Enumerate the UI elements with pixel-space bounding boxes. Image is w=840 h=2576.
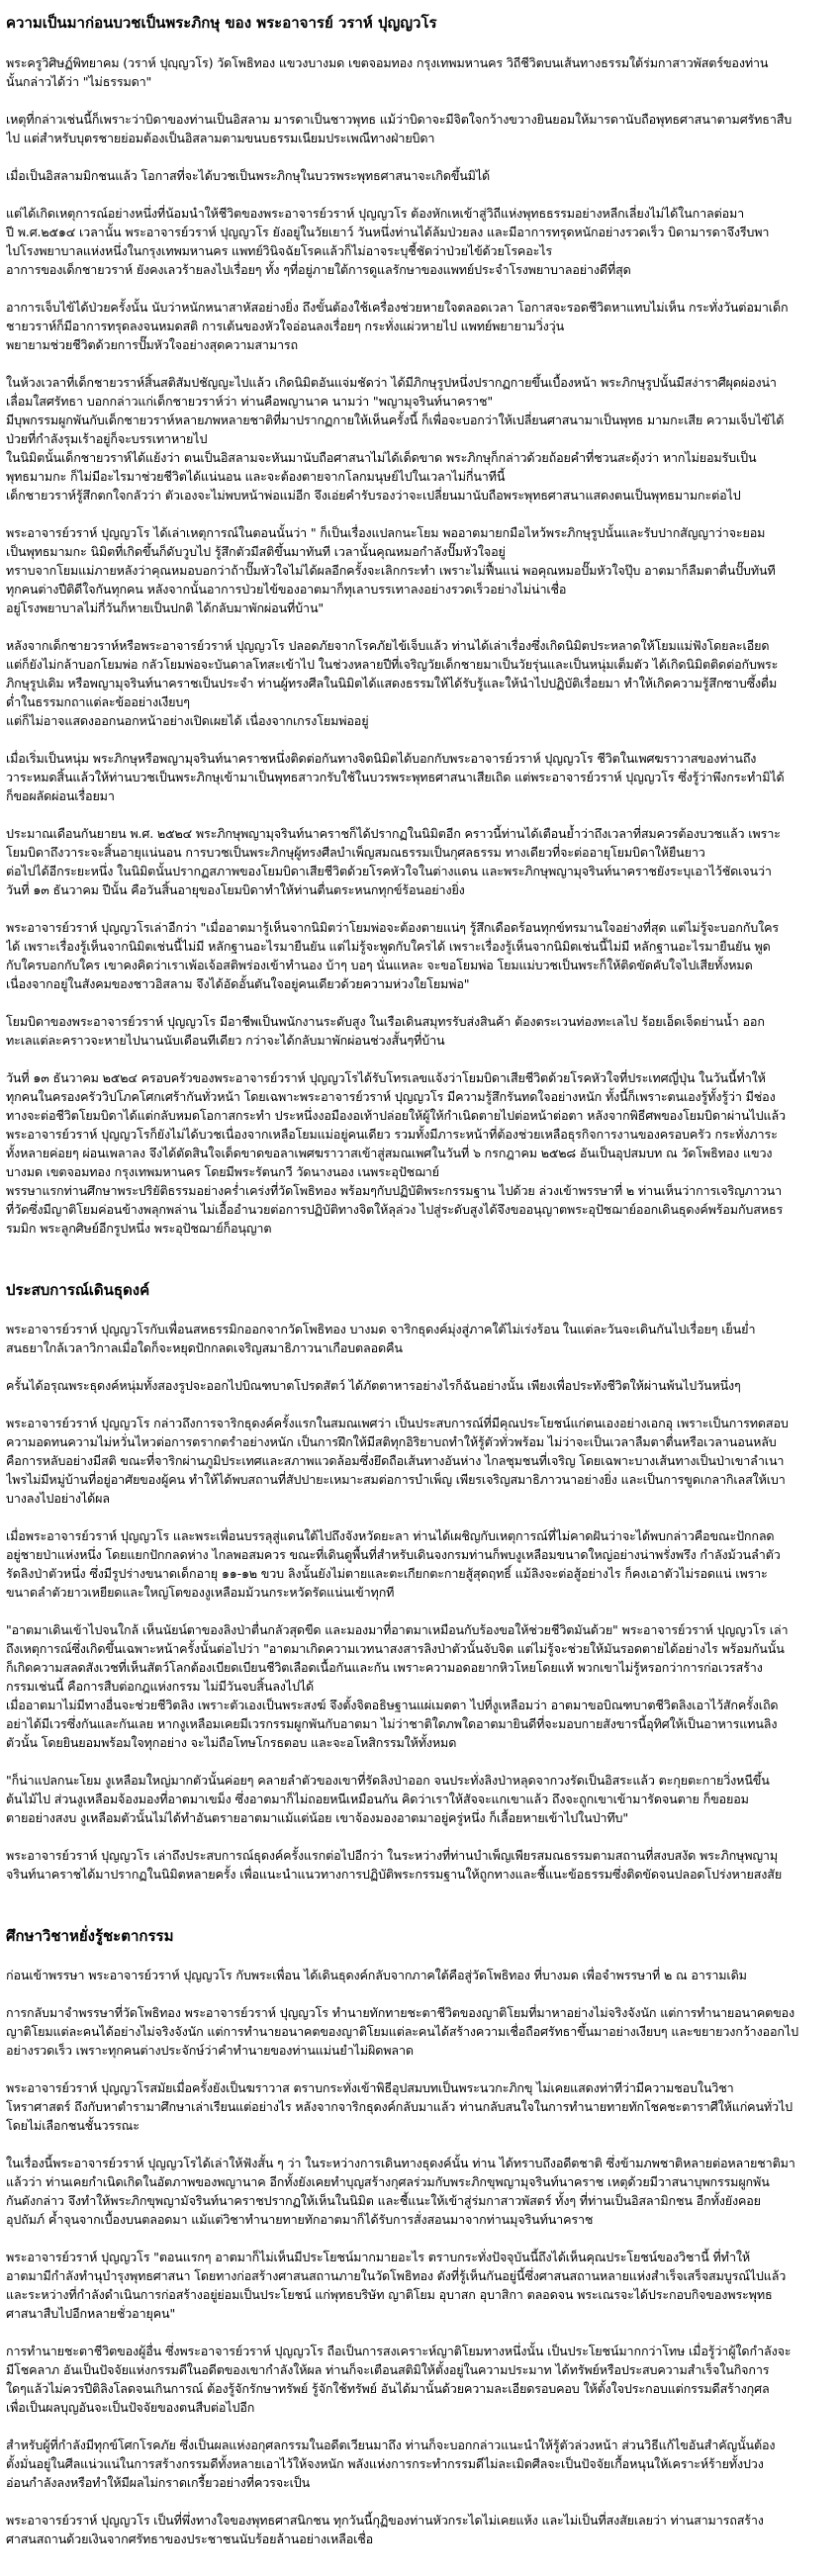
text-line: เนื่องจากอยู่ในสังคมของชาวอิสลาม จึงได้อัดอั้นตันใจอยู่คนเดียวด้วยความห่วงใยโยมพ่อ"	[6, 976, 470, 991]
text-line: อ่อนกำลังลงหรือทำให้มีผลไม่กราดเกรี้ยวอย่างที่ควรจะเป็น	[6, 2475, 311, 2490]
text-line: อุปถัมภ์ ค้ำจุนจากเบื้องบนตลอดมา แม้แต่วิชาทำนายทายทักอาตมาก็ได้รับการสั่งสอนมาจากท่านมุจรินท์นาคราช	[6, 2212, 594, 2227]
text-line: พระอาจารย์วราห์ ปุญญวโร กล่าวถึงการจาริกธุดงค์ครั้งแรกในสมณเพศว่า เป็นประสบการณ์ที่มีคุณประโยชน์แก่ตนเองอย่างเอกอุ เพราะเป็นการทดสอบ	[6, 1416, 789, 1430]
text-line: พระอาจารย์วราห์ ปุญญวโรก็ยังไม่ได้บวชเนื่องจากเหลือโยมแม่อยู่คนเดียว รวมทั้งมีภาระหน้าที่ต้องช่วยเหลือธุรกิจการงานของครอบครัว กระทั่งภาระ	[6, 1127, 778, 1142]
paragraph	[6, 373, 834, 505]
text-line: เป็นพุทธมามกะ นิมิตที่เกิดขึ้นก็ดับวูบไป รู้สึกตัวมีสติขึ้นมาทันที เวลานั้นคุณหมอกำลังปั๊มหัวใจอยู่	[6, 544, 506, 559]
paragraph	[6, 2154, 834, 2229]
text-line: บางลงไปอย่างได้ผล	[6, 1491, 110, 1506]
text-line: ถึงเหตุการณ์ซึ่งเกิดขึ้นเฉพาะหน้าครั้งนั้นต่อไปว่า "อาตมาเกิดความเวทนาสงสารลิงป่าตัวนั้นจับจิต แต่ไม่รู้จะช่วยให้มันรอดตายได้อย่างไร พร้อมกันนั้น	[6, 1641, 785, 1656]
text-line: "อาตมาเดินเข้าไปจนใกล้ เห็นนัยน์ตาของลิงป่าตื่นกลัวสุดขีด และมองมาที่อาตมาเหมือนกับร้องขอให้ช่วยชีวิตมันด้วย" พระอาจารย์วราห์ ปุญญวโร เล่า	[6, 1622, 789, 1637]
text-line: ตัวนั้น โดยยินยอมพร้อมใจทุกอย่าง จะไม่ถือโทษโกรธตอบ และจะอโหสิกรรมให้ทั้งหมด	[6, 1735, 457, 1750]
paragraph	[6, 2511, 834, 2548]
paragraph	[6, 110, 834, 147]
article-section	[6, 1279, 834, 1884]
paragraph	[6, 1068, 834, 1238]
text-line: ประมาณเดือนกันยายน พ.ศ. ๒๕๒๔ พระภิกษุพญามุจรินท์นาคราชก็ได้ปรากฏในนิมิตอีก คราวนี้ท่านได้เตือนย้ำว่าถึงเวลาที่สมควรต้องบวชแล้ว เพราะ	[6, 826, 781, 841]
paragraph	[6, 204, 834, 279]
article-body	[6, 53, 834, 2548]
text-line: วาระหมดสิ้นแล้วให้ท่านบวชเป็นพระภิกษุเข้ามาเป็นพุทธสาวกรับใช้ในบวรพระพุทธศาสนาเสียเถิด แต่พระอาจารย์วราห์ ปุญญวโร ซึ่งรู้ว่าพึงกระทำมิได้	[6, 770, 785, 784]
text-line: ปี พ.ศ.๒๕๑๔ เวลานั้น พระอาจารย์วราห์ ปุญญวโร ยังอยู่ในวัยเยาว์ วันหนึ่งท่านได้ล้มป่วยลง และมีอาการทรุดหนักอย่างรวดเร็ว บิดามารดาจึงรีบพา	[6, 225, 770, 239]
text-line: วันที่ ๑๓ ธันวาคม ๒๕๒๔ ครอบครัวของพระอาจารย์วราห์ ปุญญวโรได้รับโทรเลขแจ้งว่าโยมบิดาเสียชีวิตด้วยโรคหัวใจที่ประเทศญี่ปุ่น ในวันนี้ทำให้	[6, 1070, 766, 1085]
text-line: ป่วยที่กำลังรุมเร้าอยู่ก็จะบรรเทาหายไป	[6, 431, 208, 446]
paragraph	[6, 824, 834, 899]
text-line: ไปโรงพยาบาลแห่งหนึ่งในกรุงเทพมหานคร แพทย์วินิจฉัยโรคแล้วก็ไม่อาจระบุชี้ชัดว่าป่วยไข้ด้วยโรคอะไร	[6, 243, 553, 258]
paragraph	[6, 918, 834, 993]
paragraph	[6, 1771, 834, 1827]
text-line: โดยไม่เลือกชนชั้นวรรณะ	[6, 2118, 140, 2133]
text-line: เหตุที่กล่าวเช่นนี้ก็เพราะว่าบิดาของท่านเป็นอิสลาม มารดาเป็นชาวพุทธ แม้ว่าบิดาจะมีจิตใจกว้างขวางยินยอมให้มารดานับถือพุทธศาสนาตามศรัทธาสืบ	[6, 112, 793, 127]
paragraph	[6, 1966, 834, 1984]
paragraph	[6, 523, 834, 617]
text-line: โยมบิดาของพระอาจารย์วราห์ ปุญญวโร มีอาชีพเป็นพนักงานระดับสูง ในเรือเดินสมุทรรับส่งสินค้า ต้องตระเวนท่องทะเลไป ร้อยเอ็ดเจ็ดย่านน้ำ ออก	[6, 1014, 765, 1029]
text-line: มีโชคลาภ อันเป็นปัจจัยแห่งกรรมดีในอดีตของเขากำลังให้ผล ท่านก็จะเตือนสติมิให้ตั้งอยู่ในความประมาท ได้ทรัพย์หรือประสบความสำเร็จในกิจการ	[6, 2362, 770, 2377]
text-line: คือการหลับอย่างมีสติ ขณะที่จาริกผ่านภูมิประเทศและสภาพแวดล้อมซึ่งยึดถือเส้นทางอันห่าง ไกลชุมชนที่เจริญ โดยเฉพาะบางเส้นทางเป็นป่าเขาลำเนา	[6, 1453, 785, 1468]
text-line: แต่ได้เกิดเหตุการณ์อย่างหนึ่งที่น้อมนำให้ชีวิตของพระอาจารย์วราห์ ปุญญวโร ต้องหักเหเข้าสู่วิถีแห่งพุทธธรรมอย่างหลีกเลี่ยงไม่ได้ในกาลต่อมา	[6, 206, 745, 221]
text-line: พุทธมามกะ ก็ไม่มีอะไรมาช่วยชีวิตได้แน่นอน และจะต้องตายจากโลกมนุษย์ไปในเวลาไม่กี่นาทีนี้	[6, 469, 506, 484]
paragraph	[6, 298, 834, 354]
text-line: ภิกษุรูปเดิม หรือพญามุจรินท์นาคราชเป็นประจำ ท่านผู้ทรงศีลในนิมิตได้แสดงธรรมให้ได้รับรู้และให้นำไปปฏิบัติเรื่อยมา ทำให้เกิดความรู้สึกซาบซึ้งดื่ม	[6, 676, 778, 690]
text-line: การทำนายชะตาชีวิตของผู้อื่น ซึ่งพระอาจารย์วราห์ ปุญญวโร ถือเป็นการสงเคราะห์ญาติโยมทางหนึ่งนั้น เป็นประโยชน์มากกว่าโทษ เมื่อรู้ว่าผู้ใดกำลังจะ	[6, 2344, 792, 2358]
paragraph	[6, 2003, 834, 2060]
text-line: ญาติโยมแต่ละคนได้อย่างไม่จริงจังนัก แต่การทำนายอนาคตของญาติโยมแต่ละคนได้สร้างความเชื่อถือศรัทธาขึ้นมาอย่างเงียบๆ และขยายวงกว้างออกไป	[6, 2024, 798, 2039]
text-line: ในนิมิตนั้นเด็กชายวราห์ได้แย้งว่า ตนเป็นอิสลามจะหันมานับถือศาสนาไม่ได้เด็ดขาด พระภิกษุก็กล่าวด้วยถ้อยคำที่ชวนสะดุ้งว่า หากไม่ยอมรับเป็น	[6, 450, 757, 465]
text-line: อย่าได้มีเวรซึ่งกันและกันเลย หากงูเหลือมเคยมีเวรกรรมผูกพันกับอาตมา ไม่ว่าชาติใดภพใดอาตมายินดีที่จะมอบกายสังขารนี้อุทิศให้เป็นอาหารแทนลิง	[6, 1716, 778, 1731]
text-line: ทะเลแต่ละคราวจะหายไปนานนับเดือนทีเดียว กว่าจะได้กลับมาพักผ่อนช่วงสั้นๆที่บ้าน	[6, 1033, 445, 1048]
paragraph	[6, 2078, 834, 2135]
section-heading: ศึกษาวิชาหยั่งรู้ชะตากรรม	[6, 1927, 174, 1945]
paragraph	[6, 2248, 834, 2323]
text-line: อยู่ชายป่าแห่งหนึ่ง โดยแยกปักกลดห่าง ไกลพอสมควร ขณะที่เดินดูพื้นที่สำหรับเดินจงกรมท่านก็พบงูเหลือมขนาดใหญ่อย่างน่าพรั่งพรึง กำลังม้วนลำตัว	[6, 1547, 781, 1562]
paragraph	[6, 166, 834, 185]
text-line: พรรษาแรกท่านศึกษาพระปริยัติธรรมอย่างคร่ำเคร่งที่วัดโพธิทอง พร้อมๆกับปฏิบัติพระกรรมฐาน ไปด้วย ล่วงเข้าพรรษาที่ ๒ ท่านเห็นว่าการเจริญภาวนา	[6, 1183, 783, 1198]
text-line: และระหว่างที่กำลังดำเนินการก่อสร้างอยู่ย่อมเป็นประโยชน์ แก่พุทธบริษัท ญาติโยม อุบาสก อุบาสิกา ตลอดจน พระเณรจะได้ประกอบกิจของพระพุทธ	[6, 2287, 773, 2302]
paragraph	[6, 1414, 834, 1508]
text-line: ก็เกิดความสลดสังเวชที่เห็นสัตว์โลกต้องเบียดเบียนชีวิตเลือดเนื้อกันและกัน เพราะความอดอยากหิวโหยโดยแท้ พวกเขาไม่รู้หรอกว่าการก่อเวรสร้าง	[6, 1660, 763, 1675]
text-line: ทราบจากโยมแม่ภายหลังว่าคุณหมอบอกว่าถ้าปั๊มหัวใจไม่ได้ผลอีกครั้งจะเลิกกระทำ เพราะไม่ฟื้นแน่ พอคุณหมอปั๊มหัวใจปุ๊บ อาตมาก็ลืมตาตื่นปั๊บทันที	[6, 563, 776, 578]
text-line: บางมด เขตจอมทอง กรุงเทพมหานคร โดยมีพระรัตนกวี วัดนางนอง เนพระอุปัชฌาย์	[6, 1164, 439, 1179]
text-line: ก็ขอผลัดผ่อนเรื่อยมา	[6, 788, 115, 803]
text-line: ตั้งมั่นอยู่ในศีลแน่วแน่ในการสร้างกรรมดีทั้งหลายเอาไว้ให้จงหนัก พลังแห่งการกระทำกรรมดีไม่ละเมิดศีลจะเป็นปัจจัยเกื้อหนุนให้เคราะห์ร้ายทั้งปวง	[6, 2456, 764, 2471]
paragraph	[6, 1320, 834, 1357]
text-line: โหราศาสตร์ ถึงกับหาตำรามาศึกษาเล่าเรียนแต่อย่างไร หลังจากจาริกธุดงค์กลับมาแล้ว ท่านกลับสนใจในการทำนายทายทักโชคชะตาราศีให้แก่คนทั่วไป	[6, 2099, 793, 2114]
text-line: จรินท์นาคราชได้มาปรากฏในนิมิตหลายครั้ง เพื่อแนะนำแนวทางการปฏิบัติพระกรรมฐานให้ถูกทางและชี้แนะข้อธรรมซึ่งติดขัดจนปลอดโปร่งหายสงสัย	[6, 1867, 783, 1882]
text-line: สำหรับผู้ที่กำลังมีทุกข์โศกโรคภัย ซึ่งเป็นผลแห่งอกุศลกรรมในอดีตเวียนมาถึง ท่านก็จะบอกกล่าวแนะนำให้รู้ตัวล่วงหน้า ส่วนวิธีแก้ไขอันสำคัญนั้นต้อง	[6, 2438, 776, 2452]
paragraph	[6, 749, 834, 805]
text-line: ทุกคนในครองครัววิปโภคโศกเศร้ากันทั่วหน้า โดยเฉพาะพระอาจารย์วราห์ ปุญญวโร มีความรู้สึกรันทดใจอย่างหนัก ทั้งนี้ก็เพราะตนเองรู้ทั้งรู้ว่า มีช่อง	[6, 1089, 776, 1104]
text-line: อย่างรวดเร็ว เพราะทุกคนต่างประจักษ์ว่าคำทำนายของท่านแม่นยำไม่ผิดพลาด	[6, 2043, 414, 2058]
text-line: อาการเจ็บไข้ได้ป่วยครั้งนั้น นับว่าหนักหนาสาหัสอย่างยิ่ง ถึงขั้นต้องใช้เครื่องช่วยหายใจตลอดเวลา โอกาสจะรอดชีวิตหาแทบไม่เห็น กระทั่งวันต่อมาเด็ก	[6, 300, 789, 315]
text-line: พระอาจารย์วราห์ ปุญญวโรเล่าอีกว่า "เมื่ออาตมารู้เห็นจากนิมิตว่าโยมพ่อจะต้องตายแน่ๆ รู้สึกเดือดร้อนทุกข์ทรมานใจอย่างที่สุด แต่ไม่รู้จะบอกกับใคร	[6, 920, 779, 935]
text-line: เมื่อเริ่มเป็นหนุ่ม พระภิกษุหรือพญามุจรินท์นาคราชหนึ่งติดต่อกันทางจิตนิมิตได้บอกกับพระอาจารย์วราห์ ปุญญวโร ชีวิตในเพศฆราวาสของท่านถึง	[6, 751, 757, 766]
text-line: อาการของเด็กชายวราห์ ยังคงเลวร้ายลงไปเรื่อยๆ ทั้ง ๆที่อยู่ภายใต้การดูแลรักษาของแพทย์ประจำโรงพยาบาลอย่างดีที่สุด	[6, 262, 631, 277]
text-line: เลื่อมใสศรัทธา บอกกล่าวแก่เด็กชายวราห์ว่า ท่านคือพญานาค นามว่า "พญามุจรินท์นาคราช"	[6, 394, 494, 409]
paragraph	[6, 1526, 834, 1602]
section-heading: ประสบการณ์เดินธุดงค์	[6, 1281, 150, 1299]
text-line: เพื่อเป็นผลบุญอันจะเป็นปัจจัยของตนสืบต่อไปอีก	[6, 2400, 255, 2415]
text-line: พระอาจารย์วราห์ ปุญญวโร ได้เล่าเหตุการณ์ในตอนนั้นว่า " ก็เป็นเรื่องแปลกนะโยม พออาตมายกมือไหว้พระภิกษุรูปนั้นและรับปากสัญญาว่าจะยอม	[6, 525, 766, 540]
text-line: ต้นไม้ไป ส่วนงูเหลือมจ้องมองที่อาตมาเขม็ง ซึ่งอาตมาก็ไม่ถอยหนีเหมือนกัน คิดว่าเราให้สัจจะแกเขาแล้ว ถึงจะถูกเขาเข้ามารัดจนตาย ก็ขอยอม	[6, 1792, 749, 1806]
text-line: ในห้วงเวลาที่เด็กชายวราห์สิ้นสติสัมปชัญญะไปแล้ว เกิดนิมิตอันแจ่มชัดว่า ได้มีภิกษุรูปหนึ่งปรากฏกายขึ้นเบื้องหน้า พระภิกษุรูปนั้นมีสง่าราศีผุดผ่องน่า	[6, 375, 777, 390]
text-line: ครั้นได้อรุณพระธุดงค์หนุ่มทั้งสองรูปจะออกไปบิณฑบาตโปรดสัตว์ ได้ภัตตาหารอย่างไรก็ฉันอย่างนั้น เพียงเพื่อประทังชีวิตให้ผ่านพ้นไปวันหนึ่งๆ	[6, 1378, 741, 1393]
text-line: กับใครบอกกับใคร เขาคงคิดว่าเราเพ้อเจ้อสติพร่องเข้าทำนอง บ้าๆ บอๆ นั่นแหละ จะขอโยมพ่อ โยมแม่บวชเป็นพระก็ให้ติดขัดคับใจไปเสียทั้งหมด	[6, 958, 753, 972]
text-line: ที่วัดซึ่งมีญาติโยมค่อนข้างพลุกพล่าน ไม่เอื้ออำนวยต่อการปฏิบัติทางจิตให้ลุล่วง ไปสู่ระดับสูงได้จึงขออนุญาตพระอุปัชฌาย์ออกเดินธุดงค์พร้อมกับสหธร	[6, 1202, 784, 1217]
text-line: นั้นกล่าวได้ว่า "ไม่ธรรมดา"	[6, 74, 152, 89]
text-line: พระอาจารย์วราห์ ปุญญวโร เล่าถึงประสบการณ์ธุดงค์ครั้งแรกต่อไปอีกว่า ในระหว่างที่ท่านบำเพ็ญเพียรสมณธรรมตามสถานที่สงบสงัด พระภิกษุพญามุ	[6, 1848, 778, 1863]
text-line: พระอาจารย์วราห์ ปุญญวโร "ตอนแรกๆ อาตมาก็ไม่เห็นมีประโยชน์มากมายอะไร ตราบกระทั่งปัจจุบันนี้ถึงได้เห็นคุณประโยชน์ของวิชานี้ ที่ทำให้	[6, 2250, 751, 2264]
text-line: แต่ก็ยังไม่กล้าบอกโยมพ่อ กลัวโยมพ่อจะบันดาลโทสะเข้าไป ในช่วงหลายปีที่เจริญวัยเด็กชายมาเป็นวัยรุ่นและเป็นหนุ่มเต็มตัว ได้เกิดนิมิตติดต่อกับพระ	[6, 657, 779, 672]
text-line: ความอดทนความไม่หวั่นไหวต่อการตรากตรำอย่างหนัก เป็นการฝึกให้มีสติทุกอิริยาบถทำให้รู้ตัวทั่วพร้อม ไม่ว่าจะเป็นเวลาลืมตาตื่นหรือเวลานอนหลับ	[6, 1434, 777, 1449]
text-line: ใดๆแล้วไม่ควรปีติลิงโลดจนเกินการณ์ ต้องรู้จักรักษาทรัพย์ รู้จักใช้ทรัพย์ อันได้มานั้นด้วยความละเอียดรอบคอบ ให้ตั้งใจประกอบแต่กรรมดีสร้างกุศล	[6, 2381, 770, 2396]
paragraph	[6, 1846, 834, 1884]
text-line: ศาสนาสืบไปอีกหลายชั่วอายุคน"	[6, 2306, 176, 2321]
text-line: ชายวราห์ก็มีอาการทรุดลงจนหมดสติ การเต้นของหัวใจอ่อนลงเรื่อยๆ กระทั่งแผ่วหายไป แพทย์พยายามวิ่งวุ่น	[6, 319, 565, 333]
text-line: กันดังกล่าว จึงทำให้พระภิกขุพญามัจรินท์นาคราชปรากฏให้เห็นในนิมิต และชี้แนะให้เข้าสู่ร่มกาสาวพัสตร์ ทั้งๆ ที่ท่านเป็นอิสลามิกชน อีกทั้งยังคอย	[6, 2193, 761, 2208]
text-line: โยมบิดาถึงวาระจะสิ้นอายุแน่นอน การบวชเป็นพระภิกษุผู้ทรงศีลบำเพ็ญสมณธรรมเป็นกุศลธรรม ทางเดียวที่จะต่ออายุโยมบิดาให้ยืนยาว	[6, 845, 705, 860]
text-line: พยายามช่วยชีวิตด้วยการปั๊มหัวใจอย่างสุดความสามารถ	[6, 337, 299, 352]
text-line: รมมิก พระลูกศิษย์อีกรูปหนึ่ง พระอุปัชฌาย์ก็อนุญาต	[6, 1221, 272, 1236]
text-line: วันที่ ๑๓ ธันวาคม ปีนั้น คือวันสิ้นอายุของโยมบิดาทำให้ท่านตื่นตระหนกทุกข์ร้อนอย่างยิ่ง	[6, 882, 465, 897]
text-line: การกลับมาจำพรรษาที่วัดโพธิทอง พระอาจารย์วราห์ ปุญญวโร ทำนายทักทายชะตาชีวิตของญาติโยมที่มาหาอย่างไม่จริงจังนัก แต่การทำนายอนาคตของ	[6, 2005, 795, 2020]
text-line: ขนาดลำตัวยาวเหยียดและใหญ่โตของงูเหลือมม้วนกระหวัดรัดแน่นเข้าทุกที	[6, 1585, 395, 1600]
text-line: ตายอย่างสงบ งูเหลือมตัวนั้นไม่ได้ทำอันตรายอาตมาแม้แต่น้อย เขาจ้องมองอาตมาอยู่ครู่หนึ่ง ก็เลื้อยหายเข้าไปในป่าทึบ"	[6, 1810, 628, 1825]
text-line: ไป แต่สำหรับบุตรชายย่อมต้องเป็นอิสลามตามขนบธรรมเนียมประเพณีทางฝ่ายบิดา	[6, 131, 435, 145]
text-line: เมื่อพระอาจารย์วราห์ ปุญญวโร และพระเพื่อนบรรลุสู่แดนใต้ไปถึงจังหวัดยะลา ท่านได้เผชิญกับเหตุการณ์ที่ไม่คาดฝันว่าจะได้พบกล่าวคือขณะปักกลด	[6, 1528, 775, 1543]
paragraph	[6, 2342, 834, 2417]
text-line: รัดลิงป่าตัวหนึ่ง ซึ่งมีรูปร่างขนาดเด็กอายุ ๑๑-๑๒ ขวบ ลิงนั้นยังไม่ตายและตะเกียกตะกายสู้สุดฤทธิ์ แม้ลิงจะต่อสู้อย่างไร ก็คงเอาตัวไม่รอดแน่ เพราะ	[6, 1566, 768, 1581]
paragraph	[6, 2436, 834, 2492]
text-line: เมื่อเป็นอิสลามมิกชนแล้ว โอกาสที่จะได้บวชเป็นพระภิกษุในบวรพระพุทธศาสนาจะเกิดขึ้นมิได้	[6, 168, 491, 183]
text-line: "ก็น่าแปลกนะโยม งูเหลือมใหญ่มากตัวนั้นค่อยๆ คลายลำตัวของเขาที่รัดลิงป่าออก จนประทั่งลิงป่าหลุดจากวงรัดเป็นอิสระแล้ว ตะกุยตะกายวิ่งหนีขึ้น	[6, 1773, 770, 1788]
text-line: มีบุพกรรมผูกพันกับเด็กชายวราห์หลายภพหลายชาติที่มาปรากฏกายให้เห็นครั้งนี้ ก็เพื่อจะบอกว่าให้เปลี่ยนศาสนามาเป็นพุทธ มามกะเสีย ความเจ็บไข้ได้	[6, 413, 785, 427]
text-line: ทุกคนต่างปีติดีใจกันทุกคน หลังจากนั้นอาการป่วยไข้ของอาตมาก็ทุเลาบรรเทาลงอย่างรวดเร็วอย่างไม่น่าเชื่อ	[6, 582, 567, 597]
text-line: ก่อนเข้าพรรษา พระอาจารย์วราห์ ปุญญวโร กับพระเพื่อน ได้เดินธุดงค์กลับจากภาคใต้คือสู่วัดโพธิทอง ที่บางมด เพื่อจำพรรษาที่ ๒ ณ อารามเดิม	[6, 1968, 747, 1982]
text-line: พระครูวิศิษฏ์พิทยาคม (วราห์ ปุญฺญวโร) วัดโพธิทอง แขวงบางมด เขตจอมทอง กรุงเทพมหานคร วิถีชีวิตบนเส้นทางธรรมใต้ร่มกาสาวพัสตร์ของท่าน	[6, 55, 769, 70]
text-line: ต่อไปได้อีกระยะหนึ่ง ในนิมิตนั้นปรากฏสภาพของโยมบิดาเสียชีวิตด้วยโรคหัวใจในต่างแดน และพระภิกษุพญามุจรินท์นาคราชยังระบุเอาไว้ชัดเจนว่า	[6, 864, 772, 878]
text-line: ด่ำในธรรมกถาแต่ละข้ออย่างเงียบๆ	[6, 694, 190, 709]
article-title: ความเป็นมาก่อนบวชเป็นพระภิกษุ ของ พระอาจารย์ วราห์ ปุญญวโร	[6, 14, 437, 32]
article-section	[6, 1925, 834, 2548]
text-line: กรรมเช่นนี้ คือการสืบต่อกฎแห่งกรรม ไม่มีวันจบสิ้นลงไปได้	[6, 1679, 315, 1694]
article-section	[6, 53, 834, 1238]
text-line: แล้วว่า ท่านเคยกำเนิดเกิดในอัตภาพของพญานาค อีกทั้งยังเคยทำบุญสร้างกุศลร่วมกับพระภิกขุพญามุจรินท์นาคราช เหตุด้วยมีวาสนาบุพกรรมผูกพัน	[6, 2174, 770, 2189]
text-line: เด็กชายวราห์รู้สึกตกใจกลัวว่า ตัวเองจะไม่พบหน้าพ่อแม่อีก จึงเอ่ยคำรับรองว่าจะเปลี่ยนมานับถือพระพุทธศาสนาแสดงตนเป็นพุทธมามกะต่อไป	[6, 488, 741, 503]
text-line: หลังจากเด็กชายวราห์หรือพระอาจารย์วราห์ ปุญญวโร ปลอดภัยจากโรคภัยไข้เจ็บแล้ว ท่านได้เล่าเรื่องซึ่งเกิดนิมิตประหลาดให้โยมแม่ฟังโดยละเอียด	[6, 638, 770, 653]
paragraph	[6, 1376, 834, 1395]
text-line: อยู่โรงพยาบาลไม่กี่วันก็หายเป็นปกติ ได้กลับมาพักผ่อนที่บ้าน"	[6, 600, 325, 615]
text-line: ทั้งหลายค่อยๆ ผ่อนเพลาลง จึงได้ตัดสินใจเด็ดขาดขอลาเพศฆราวาสเข้าสู่สมณเพศในวันที่ ๖ กรกฎาคม ๒๕๒๘ อันเป็นอุปสมบท ณ วัดโพธิทอง แขวง	[6, 1146, 773, 1160]
text-line: พระอาจารย์วราห์ ปุญญวโรสมัยเมื่อครั้งยังเป็นฆราวาส ตราบกระทั่งเข้าพิธีอุปสมบทเป็นพระนวกะภิกขุ ไม่เคยแสดงท่าทีว่ามีความชอบในวิชา	[6, 2080, 734, 2095]
text-line: ศาสนสถานด้วยเงินจากศรัทธาของประชาชนนับร้อยล้านอย่างเหลือเชื่อ	[6, 2531, 374, 2546]
text-line: ในเรื่องนี้พระอาจารย์วราห์ ปุญญวโรได้เล่าให้ฟังสั้น ๆ ว่า ในระหว่างการเดินทางธุดงค์นั้น ท่าน ได้ทราบถึงอดีตชาติ ซึ่งข้ามภพชาติหลายต่อหลายชาติมา	[6, 2156, 795, 2170]
text-line: ไพรไม่มีหมู่บ้านที่อยู่อาศัยของผู้คน ทำให้ได้พบสถานที่สัปปายะเหมาะสมต่อการบำเพ็ญ เพียรเจริญสมาธิภาวนาอย่างยิ่ง และเป็นการขูดเกลากิเลสให้เบา	[6, 1472, 786, 1487]
text-line: ทางจะต่อชีวิตโยมบิดาได้แต่กลับหมดโอกาสกระทำ ประหนึ่งงอมืองอเท้าปล่อยให้ผู้ให้กำเนิดตายไปต่อหน้าต่อตา หลังจากพิธีศพของโยมบิดาผ่านไปแล้ว	[6, 1108, 786, 1123]
text-line: อาตมามีกำลังทำนุบำรุงพุทธศาสนา โดยทางก่อสร้างศาสนสถานภายในวัดโพธิทอง ดังที่รู้เห็นกันอยู่นี้ซึ่งศาสนสถานหลายแห่งสำเร็จเสร็จสมบูรณ์ไปแล้ว	[6, 2268, 787, 2283]
text-line: พระอาจารย์วราห์ ปุญญวโร เป็นที่พึ่งทางใจของพุทธศาสนิกชน ทุกวันนี้กุฏิของท่านหัวกระไดไม่เคยแห้ง และไม่เป็นที่สงสัยเลยว่า ท่านสามารถสร้าง	[6, 2513, 764, 2528]
text-line: สนธยาใกล้เวลาวิกาลเมื่อใดก็จะหยุดปักกลดเจริญสมาธิภาวนาเกือบตลอดคืน	[6, 1340, 403, 1355]
paragraph	[6, 636, 834, 730]
paragraph	[6, 53, 834, 91]
text-line: เมื่ออาตมาไม่มีทางอื่นจะช่วยชีวิตลิง เพราะตัวเองเป็นพระสงฆ์ จึงตั้งจิตอธิษฐานแผ่เมตตา ไปที่งูเหลือมว่า อาตมาขอบิณฑบาตชีวิตลิงเอาไว้สักครั้งเถิด	[6, 1698, 779, 1712]
paragraph	[6, 1012, 834, 1050]
text-line: ได้ เพราะเรื่องรู้เห็นจากนิมิตเช่นนี้ไม่มี หลักฐานอะไรมายืนยัน แต่ไม่รู้จะพูดกับใครได้ เพราะเรื่องรู้เห็นจากนิมิตเช่นนี้ไม่มี หลักฐานอะไรมายืนยัน พูด	[6, 939, 771, 954]
paragraph	[6, 1620, 834, 1752]
text-line: พระอาจารย์วราห์ ปุญญวโรกับเพื่อนสหธรรมิกออกจากวัดโพธิทอง บางมด จาริกธุดงค์มุ่งสู่ภาคใต้ไม่เร่งร้อน ในแต่ละวันจะเดินกันไปเรื่อยๆ เย็นย่ำ	[6, 1322, 756, 1336]
text-line: แต่ก็ไม่อาจแสดงออกนอกหน้าอย่างเปิดเผยได้ เนื่องจากเกรงโยมพ่ออยู่	[6, 713, 369, 728]
